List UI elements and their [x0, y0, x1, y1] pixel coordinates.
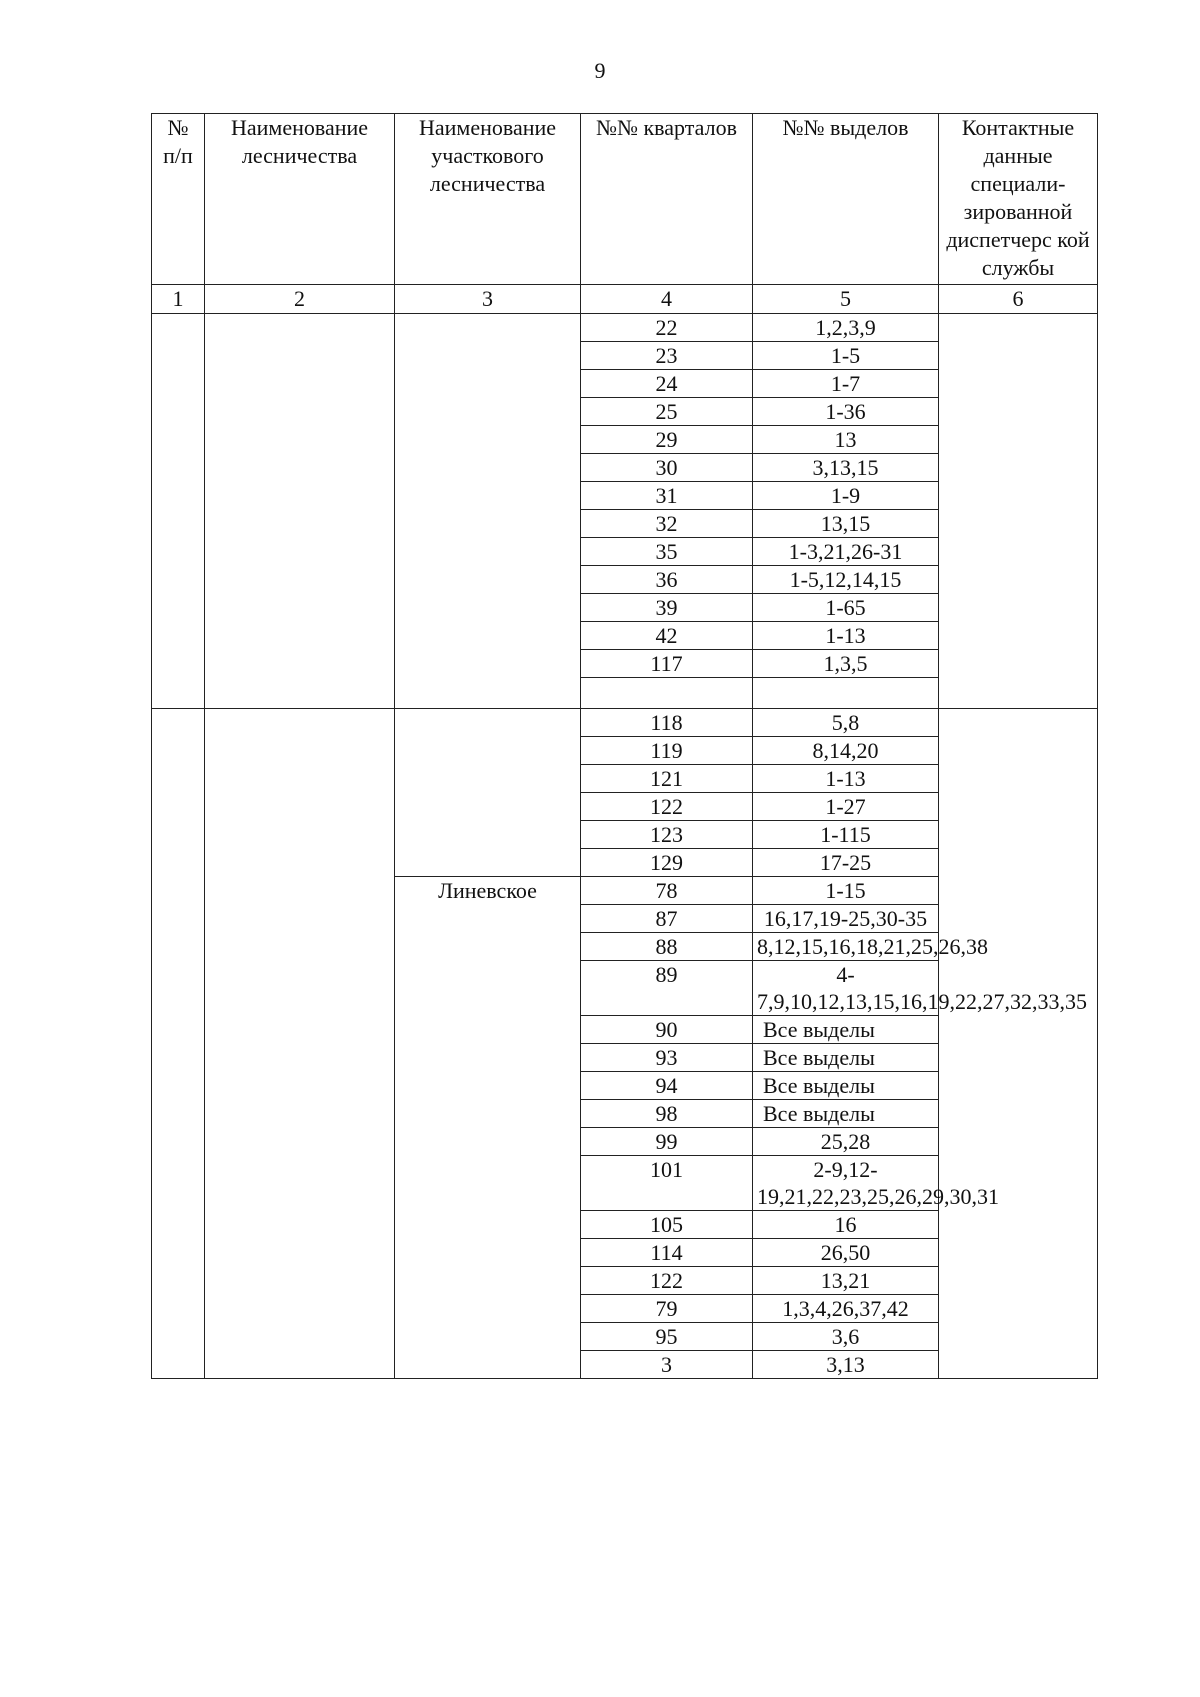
quarter-number: 99 [581, 1128, 753, 1156]
header-forestry: Наименование лесничества [205, 114, 395, 285]
district-forestry-name: Линевское [395, 877, 581, 1379]
column-number: 6 [939, 285, 1098, 314]
quarter-number: 93 [581, 1044, 753, 1072]
contacts-cell [939, 709, 1098, 1379]
header-vydels: №№ выделов [753, 114, 939, 285]
number-cell [152, 314, 205, 709]
vydel-numbers: Все выделы [753, 1100, 939, 1128]
vydel-numbers: 2-9,12-19,21,22,23,25,26,29,30,31 [753, 1156, 939, 1211]
quarter-number: 89 [581, 961, 753, 1016]
quarter-number: 29 [581, 426, 753, 454]
quarter-number: 22 [581, 314, 753, 342]
quarter-number: 118 [581, 709, 753, 737]
quarter-number: 23 [581, 342, 753, 370]
vydel-numbers: Все выделы [753, 1016, 939, 1044]
quarter-number: 24 [581, 370, 753, 398]
quarter-number: 123 [581, 821, 753, 849]
empty-quarter [581, 678, 753, 709]
vydel-numbers: 4-7,9,10,12,13,15,16,19,22,27,32,33,35 [753, 961, 939, 1016]
vydel-numbers: 26,50 [753, 1239, 939, 1267]
column-number: 2 [205, 285, 395, 314]
vydel-numbers: 1-115 [753, 821, 939, 849]
vydel-numbers: 13,15 [753, 510, 939, 538]
page-number: 9 [594, 58, 606, 83]
quarter-number: 95 [581, 1323, 753, 1351]
quarter-number: 42 [581, 622, 753, 650]
forestry-table [151, 113, 1098, 1379]
quarter-number: 98 [581, 1100, 753, 1128]
vydel-numbers: 1-13 [753, 765, 939, 793]
vydel-numbers: 1-5 [753, 342, 939, 370]
vydel-numbers: 1,2,3,9 [753, 314, 939, 342]
quarter-number: 101 [581, 1156, 753, 1211]
empty-vydel [753, 678, 939, 709]
vydel-numbers: 1-27 [753, 793, 939, 821]
quarter-number: 117 [581, 650, 753, 678]
quarter-number: 121 [581, 765, 753, 793]
table-row [152, 314, 1098, 342]
vydel-numbers: 3,6 [753, 1323, 939, 1351]
vydel-numbers: 13,21 [753, 1267, 939, 1295]
column-number: 3 [395, 285, 581, 314]
column-number: 4 [581, 285, 753, 314]
column-number: 1 [152, 285, 205, 314]
vydel-numbers: 1-13 [753, 622, 939, 650]
quarter-number: 122 [581, 793, 753, 821]
quarter-number: 25 [581, 398, 753, 426]
vydel-numbers: 1-9 [753, 482, 939, 510]
quarter-number: 32 [581, 510, 753, 538]
vydel-numbers: 13 [753, 426, 939, 454]
vydel-numbers: 16,17,19-25,30-35 [753, 905, 939, 933]
quarter-number: 30 [581, 454, 753, 482]
column-number: 5 [753, 285, 939, 314]
vydel-numbers: 25,28 [753, 1128, 939, 1156]
vydel-numbers: Все выделы [753, 1072, 939, 1100]
vydel-numbers: Все выделы [753, 1044, 939, 1072]
forestry-cell [205, 709, 395, 1379]
table-row [152, 709, 1098, 737]
district-cell [395, 709, 581, 877]
header-row [152, 114, 1098, 285]
quarter-number: 94 [581, 1072, 753, 1100]
vydel-numbers: 8,12,15,16,18,21,25,26,38 [753, 933, 939, 961]
quarter-number: 90 [581, 1016, 753, 1044]
vydel-numbers: 1-7 [753, 370, 939, 398]
vydel-numbers: 1,3,5 [753, 650, 939, 678]
quarter-number: 3 [581, 1351, 753, 1379]
header-number: № п/п [152, 114, 205, 285]
forestry-cell [205, 314, 395, 709]
vydel-numbers: 3,13,15 [753, 454, 939, 482]
quarter-number: 35 [581, 538, 753, 566]
vydel-numbers: 1-36 [753, 398, 939, 426]
number-cell [152, 709, 205, 1379]
vydel-numbers: 8,14,20 [753, 737, 939, 765]
quarter-number: 79 [581, 1295, 753, 1323]
vydel-numbers: 3,13 [753, 1351, 939, 1379]
vydel-numbers: 1-5,12,14,15 [753, 566, 939, 594]
quarter-number: 114 [581, 1239, 753, 1267]
quarter-number: 39 [581, 594, 753, 622]
quarter-number: 122 [581, 1267, 753, 1295]
vydel-numbers: 1-65 [753, 594, 939, 622]
quarter-number: 88 [581, 933, 753, 961]
contacts-cell [939, 314, 1098, 709]
header-quarters: №№ кварталов [581, 114, 753, 285]
quarter-number: 87 [581, 905, 753, 933]
vydel-numbers: 5,8 [753, 709, 939, 737]
quarter-number: 105 [581, 1211, 753, 1239]
header-district-forestry: Наименование участкового лесничества [395, 114, 581, 285]
district-cell [395, 314, 581, 709]
header-contacts: Контактные данные специали-зированной диспетчерс кой службы [939, 114, 1098, 285]
quarter-number: 119 [581, 737, 753, 765]
quarter-number: 78 [581, 877, 753, 905]
vydel-numbers: 1,3,4,26,37,42 [753, 1295, 939, 1323]
vydel-numbers: 17-25 [753, 849, 939, 877]
quarter-number: 36 [581, 566, 753, 594]
column-number-row [152, 285, 1098, 314]
quarter-number: 31 [581, 482, 753, 510]
vydel-numbers: 1-3,21,26-31 [753, 538, 939, 566]
quarter-number: 129 [581, 849, 753, 877]
vydel-numbers: 16 [753, 1211, 939, 1239]
vydel-numbers: 1-15 [753, 877, 939, 905]
